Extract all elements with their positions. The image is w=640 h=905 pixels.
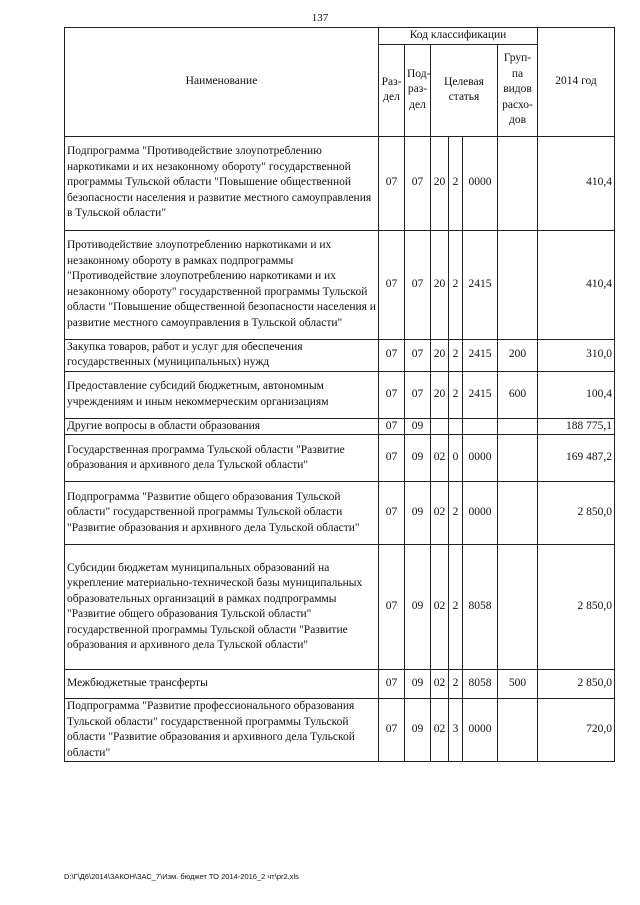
row-target-program <box>431 418 449 435</box>
row-section: 07 <box>379 482 405 545</box>
row-subsection: 07 <box>405 371 431 418</box>
row-target-program: 02 <box>431 545 449 670</box>
row-target-subprogram <box>449 418 463 435</box>
row-target-program: 20 <box>431 339 449 371</box>
row-subsection: 07 <box>405 230 431 339</box>
row-name: Государственная программа Тульской области "Развитие образования и архивного дела Тульской области" <box>65 435 379 482</box>
row-target-code: 2415 <box>463 339 498 371</box>
row-target-subprogram: 2 <box>449 371 463 418</box>
row-section: 07 <box>379 699 405 762</box>
table-row <box>65 371 615 418</box>
row-target-program: 02 <box>431 435 449 482</box>
row-subsection: 07 <box>405 339 431 371</box>
row-expense-group: 500 <box>498 670 538 699</box>
row-amount: 188 775,1 <box>538 418 615 435</box>
header-target-article: Целевая статья <box>431 44 498 136</box>
row-name: Подпрограмма "Развитие общего образования Тульской области" государственной программы Тульской области "Развитие образования и архивного дела Тульской области" <box>65 482 379 545</box>
row-target-program: 20 <box>431 371 449 418</box>
row-amount: 100,4 <box>538 371 615 418</box>
row-section: 07 <box>379 418 405 435</box>
table-row <box>65 482 615 545</box>
row-subsection: 09 <box>405 435 431 482</box>
row-name: Межбюджетные трансферты <box>65 670 379 699</box>
header-name: Наименование <box>65 28 379 137</box>
row-section: 07 <box>379 230 405 339</box>
header-subsection: Под- раз- дел <box>405 44 431 136</box>
row-target-subprogram: 3 <box>449 699 463 762</box>
table-row <box>65 435 615 482</box>
row-expense-group <box>498 435 538 482</box>
row-target-subprogram: 2 <box>449 230 463 339</box>
row-target-program: 02 <box>431 482 449 545</box>
budget-table <box>64 27 615 762</box>
header-expense-group: Груп- па видов расхо- дов <box>498 44 538 136</box>
row-expense-group <box>498 699 538 762</box>
row-subsection: 09 <box>405 545 431 670</box>
table-row <box>65 545 615 670</box>
row-target-subprogram: 0 <box>449 435 463 482</box>
row-section: 07 <box>379 339 405 371</box>
row-expense-group <box>498 482 538 545</box>
row-name: Подпрограмма "Противодействие злоупотреблению наркотиками и их незаконному обороту" государственной программы Тульской области "Повышение общественной безопасности населения и развитие местного самоуправления в Тульской области" <box>65 136 379 230</box>
row-section: 07 <box>379 670 405 699</box>
row-target-code: 0000 <box>463 699 498 762</box>
page-number: 137 <box>311 12 329 24</box>
row-amount: 310,0 <box>538 339 615 371</box>
row-target-code: 0000 <box>463 482 498 545</box>
row-target-subprogram: 2 <box>449 136 463 230</box>
row-amount: 2 850,0 <box>538 545 615 670</box>
row-expense-group <box>498 136 538 230</box>
row-subsection: 07 <box>405 136 431 230</box>
table-row <box>65 418 615 435</box>
header-year: 2014 год <box>538 28 615 137</box>
row-section: 07 <box>379 435 405 482</box>
row-name: Закупка товаров, работ и услуг для обеспечения государственных (муниципальных) нужд <box>65 339 379 371</box>
row-amount: 2 850,0 <box>538 670 615 699</box>
row-target-code: 0000 <box>463 136 498 230</box>
row-expense-group <box>498 545 538 670</box>
row-section: 07 <box>379 136 405 230</box>
row-target-code: 2415 <box>463 230 498 339</box>
row-target-program: 20 <box>431 136 449 230</box>
row-expense-group: 600 <box>498 371 538 418</box>
row-target-subprogram: 2 <box>449 670 463 699</box>
row-amount: 720,0 <box>538 699 615 762</box>
row-name: Субсидии бюджетам муниципальных образований на укрепление материально-технической базы муниципальных образовательных организаций в рамках подпрограммы "Развитие общего образования Тульской области" государственной программы Тульской области "Развитие образования и архивного дела Тульской области" <box>65 545 379 670</box>
row-section: 07 <box>379 371 405 418</box>
header-code: Код классификации <box>379 28 538 45</box>
row-target-program: 02 <box>431 670 449 699</box>
header-section: Раз- дел <box>379 44 405 136</box>
file-path-footer: D:\Г\Д6\2014\ЗАКОН\ЗАС_7\Изм. бюджет ТО 2014-2016_2 чт\pr2.xls <box>64 872 299 881</box>
row-amount: 410,4 <box>538 230 615 339</box>
row-section: 07 <box>379 545 405 670</box>
row-name: Подпрограмма "Развитие профессионального образования Тульской области" государственной программы Тульской области "Развитие образования и архивного дела Тульской области" <box>65 699 379 762</box>
row-subsection: 09 <box>405 670 431 699</box>
row-name: Другие вопросы в области образования <box>65 418 379 435</box>
row-expense-group <box>498 230 538 339</box>
table-row <box>65 339 615 371</box>
row-expense-group: 200 <box>498 339 538 371</box>
row-target-subprogram: 2 <box>449 545 463 670</box>
row-target-code: 8058 <box>463 545 498 670</box>
row-target-program: 20 <box>431 230 449 339</box>
table-row <box>65 670 615 699</box>
row-amount: 169 487,2 <box>538 435 615 482</box>
row-name: Противодействие злоупотреблению наркотиками и их незаконному обороту в рамках подпрограммы "Противодействие злоупотреблению наркотиками и их незаконному обороту" государственной программы Тульской области "Повышение общественной безопасности населения и развитие местного самоуправления в Тульской области" <box>65 230 379 339</box>
table-row <box>65 699 615 762</box>
row-amount: 2 850,0 <box>538 482 615 545</box>
table-row <box>65 230 615 339</box>
row-subsection: 09 <box>405 482 431 545</box>
table-row <box>65 136 615 230</box>
row-subsection: 09 <box>405 418 431 435</box>
row-target-code: 0000 <box>463 435 498 482</box>
row-subsection: 09 <box>405 699 431 762</box>
row-name: Предоставление субсидий бюджетным, автономным учреждениям и иным некоммерческим организациям <box>65 371 379 418</box>
row-target-subprogram: 2 <box>449 482 463 545</box>
row-target-code <box>463 418 498 435</box>
row-target-code: 8058 <box>463 670 498 699</box>
row-target-program: 02 <box>431 699 449 762</box>
row-expense-group <box>498 418 538 435</box>
row-amount: 410,4 <box>538 136 615 230</box>
row-target-subprogram: 2 <box>449 339 463 371</box>
row-target-code: 2415 <box>463 371 498 418</box>
